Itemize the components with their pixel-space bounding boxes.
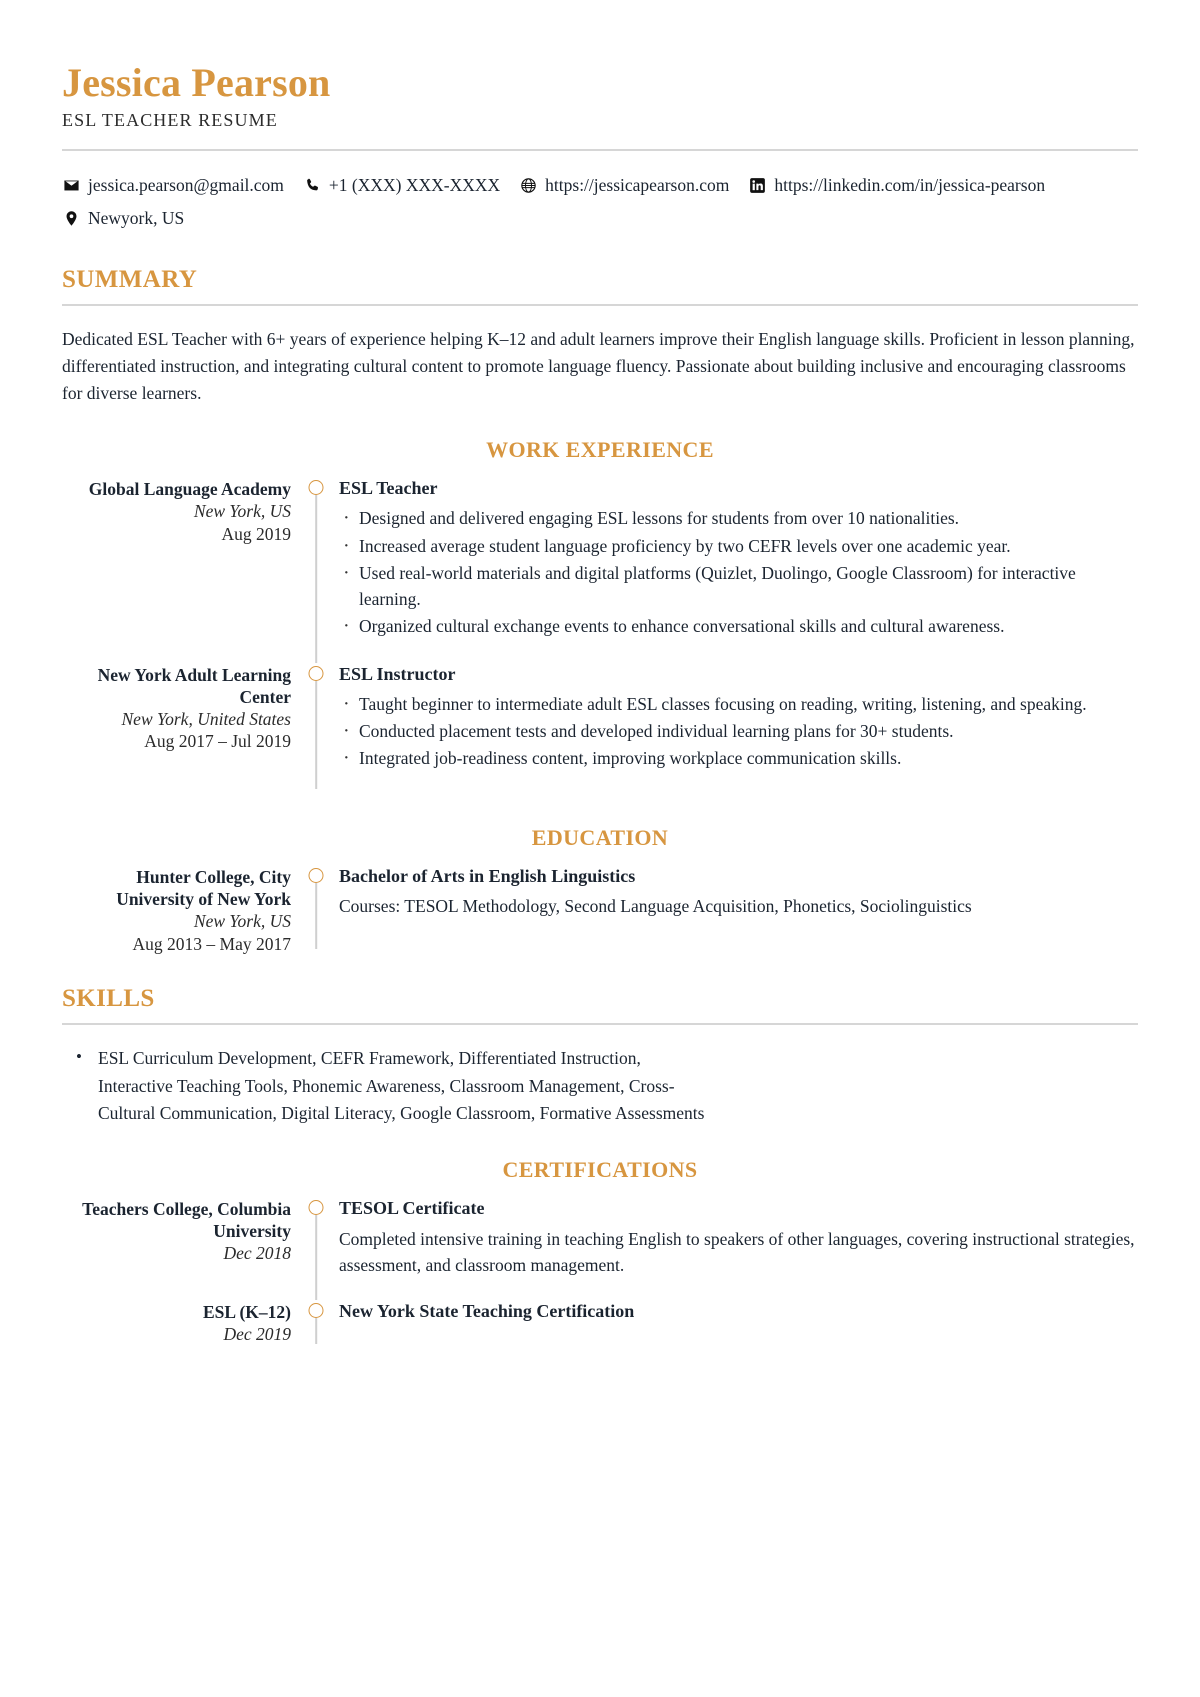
work-entry-location: New York, US [193, 500, 291, 521]
section-skills [62, 985, 1138, 1127]
contact-linkedin-text: https://linkedin.com/in/jessica-pearson [774, 175, 1046, 195]
skills-list [62, 1045, 1138, 1127]
list-item: · Taught beginner to intermediate adult ESL classes focusing on reading, writing, listening, and speaking. [339, 691, 1138, 717]
list-item: · Integrated job-readiness content, improving workplace communication skills. [339, 745, 1138, 771]
certification-entry-body [327, 1300, 1138, 1350]
timeline-line [315, 1318, 317, 1344]
work-entry-org: New York Adult Learning Center [97, 664, 291, 707]
education-entry-location: New York, US [193, 910, 291, 931]
work-entry-bullets [339, 505, 1138, 639]
certification-entry-meta [62, 1300, 305, 1350]
work-entry-body [327, 477, 1138, 663]
timeline-rail [305, 477, 327, 663]
work-entry-meta [62, 477, 305, 663]
location-icon [62, 209, 81, 228]
timeline-rail [305, 865, 327, 956]
work-entry-location: New York, United States [121, 708, 291, 729]
contact-line-secondary [62, 202, 1138, 235]
education-entry-meta [62, 865, 305, 956]
phone-icon [303, 176, 322, 195]
contact-website[interactable] [519, 169, 729, 202]
work-entry-title: ESL Instructor [339, 663, 456, 684]
work-entry-date: Aug 2017 – Jul 2019 [144, 731, 291, 752]
timeline-line [315, 495, 317, 663]
certification-entry-date: Dec 2019 [223, 1324, 291, 1345]
work-entry-body [327, 663, 1138, 795]
list-item: · Conducted placement tests and developed individual learning plans for 30+ students. [339, 718, 1138, 744]
list-item: · Increased average student language proficiency by two CEFR levels over one academic year. [339, 533, 1138, 559]
resume-subtitle: ESL TEACHER RESUME [62, 110, 278, 130]
work-entry-date: Aug 2019 [221, 523, 291, 544]
summary-heading: SUMMARY [62, 265, 198, 293]
timeline-dot-icon [309, 868, 324, 883]
work-entry [62, 663, 1138, 795]
work-entry-org: Global Language Academy [88, 478, 291, 499]
timeline-dot-icon [309, 1303, 324, 1318]
candidate-name: Jessica Pearson [62, 60, 331, 105]
list-item: · Used real-world materials and digital platforms (Quizlet, Duolingo, Google Classroom) for interactive learning. [339, 560, 1138, 613]
timeline-dot-icon [309, 480, 324, 495]
contact-info [62, 169, 1138, 236]
globe-icon [519, 176, 538, 195]
contact-email[interactable] [62, 169, 284, 202]
list-item: · Organized cultural exchange events to enhance conversational skills and cultural awareness. [339, 613, 1138, 639]
contact-linkedin[interactable] [748, 169, 1045, 202]
certification-entry-title: TESOL Certificate [339, 1198, 485, 1219]
work-experience-heading: WORK EXPERIENCE [486, 436, 714, 462]
education-entry-body [327, 865, 1138, 956]
work-entry-title: ESL Teacher [339, 477, 438, 498]
resume-header [62, 62, 1138, 236]
education-entry-title: Bachelor of Arts in English Linguistics [339, 865, 636, 886]
certification-entry-note: Completed intensive training in teaching English to speakers of other languages, covering instructional strategies, assessment, and classroom management. [339, 1228, 1135, 1275]
certification-entry-date: Dec 2018 [223, 1243, 291, 1264]
section-summary [62, 266, 1138, 407]
contact-location [62, 202, 184, 235]
contact-email-text: jessica.pearson@gmail.com [88, 175, 284, 195]
education-heading: EDUCATION [531, 824, 669, 850]
timeline-line [315, 883, 317, 950]
email-icon [62, 176, 81, 195]
timeline-rail [305, 663, 327, 795]
education-entry-org: Hunter College, City University of New York [116, 866, 291, 909]
certification-entry-body [327, 1197, 1138, 1300]
certifications-heading: CERTIFICATIONS [502, 1157, 698, 1183]
work-entry-bullets [339, 691, 1138, 772]
summary-divider [62, 304, 1138, 306]
list-item: • ESL Curriculum Development, CEFR Framework, Differentiated Instruction, Interactive Teaching Tools, Phonemic Awareness, Classroom Management, Cross-Cultural Communication, Digital Literacy, Google Classroom, Formative Assessments [62, 1045, 718, 1127]
education-entry [62, 865, 1138, 956]
contact-phone[interactable] [303, 169, 500, 202]
work-entry [62, 477, 1138, 663]
timeline-dot-icon [309, 1200, 324, 1215]
list-item: · Designed and delivered engaging ESL lessons for students from over 10 nationalities. [339, 505, 1138, 531]
contact-location-text: Newyork, US [88, 208, 185, 229]
contact-line-primary [62, 169, 1138, 202]
timeline-dot-icon [309, 666, 324, 681]
work-entry-meta [62, 663, 305, 795]
certification-entry-org: Teachers College, Columbia University [82, 1199, 291, 1242]
timeline-rail [305, 1300, 327, 1350]
timeline-line [315, 681, 317, 789]
timeline-line [315, 1215, 317, 1300]
contact-website-text: https://jessicapearson.com [545, 175, 730, 195]
skills-heading: SKILLS [62, 985, 155, 1013]
education-entry-courses: Courses: TESOL Methodology, Second Language Acquisition, Phonetics, Sociolinguistics [339, 896, 972, 917]
header-divider [62, 149, 1138, 151]
section-certifications [62, 1157, 1138, 1350]
skills-divider [62, 1023, 1138, 1025]
certification-entry-meta [62, 1197, 305, 1300]
section-work-experience [62, 437, 1138, 795]
section-education [62, 825, 1138, 956]
certification-entry-title: New York State Teaching Certification [339, 1301, 635, 1322]
timeline-rail [305, 1197, 327, 1300]
education-entry-date: Aug 2013 – May 2017 [132, 933, 291, 954]
contact-phone-text: +1 (XXX) XXX-XXXX [328, 175, 501, 195]
linkedin-icon [748, 176, 767, 195]
summary-text: Dedicated ESL Teacher with 6+ years of experience helping K–12 and adult learners improve their English language skills. Proficient in lesson planning, differentiated instruction, and integrating cultural content to promote language fluency. Passionate about building inclusive and encouraging classrooms for diverse learners. [62, 328, 1135, 403]
certification-entry-org: ESL (K–12) [202, 1302, 291, 1323]
certification-entry [62, 1197, 1138, 1300]
certification-entry [62, 1300, 1138, 1350]
